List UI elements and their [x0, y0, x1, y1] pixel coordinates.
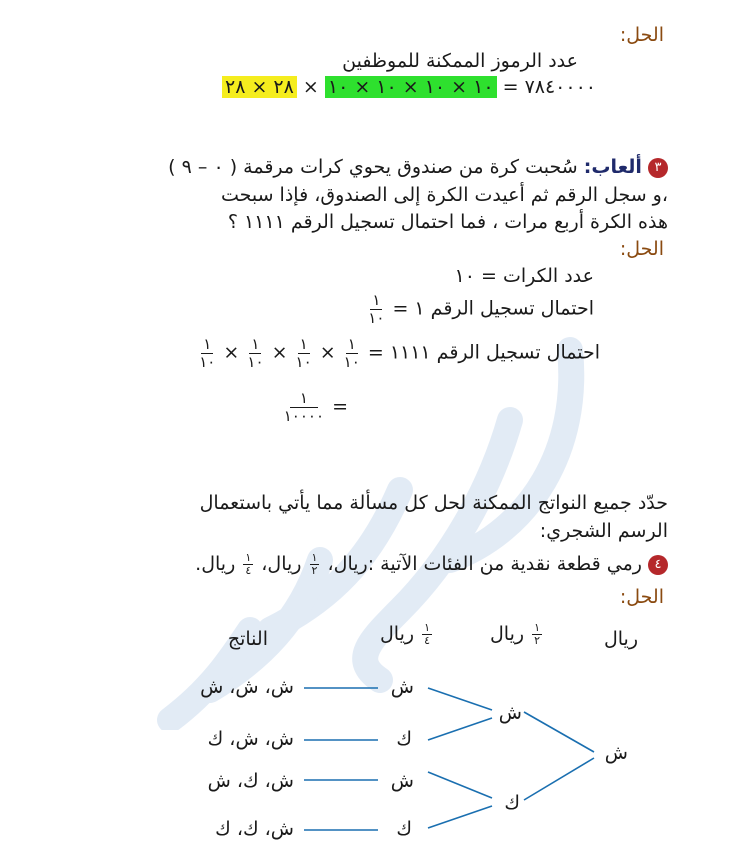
- frac-denominator: ١٠: [343, 352, 360, 371]
- frac-denominator: ١٠٠٠٠: [283, 406, 325, 425]
- frac-numerator: ١: [534, 621, 540, 634]
- tree-level3-node: ش: [390, 770, 414, 792]
- outcome-1: ش، ش، ش: [200, 676, 294, 698]
- q3-text-line1: سُحبت كرة من صندوق يحوي كرات مرقمة ( ٠ – ٩ ): [168, 156, 578, 178]
- q3-number-badge: ٣: [648, 158, 668, 178]
- frac-denominator: ٢: [534, 634, 540, 648]
- frac-numerator: ١: [299, 335, 308, 353]
- frac-numerator: ١: [347, 335, 356, 353]
- tree-level3-node: ك: [396, 818, 412, 840]
- q3-title: ألعاب:: [583, 156, 642, 178]
- outcome-4: ش، ك، ك: [215, 818, 294, 840]
- frac-numerator: ١: [290, 390, 318, 408]
- times-sign: ×: [271, 341, 288, 364]
- frac-numerator: ١: [424, 621, 430, 634]
- branch-t-to-t: [428, 806, 492, 828]
- branch-t-to-h: [428, 772, 492, 798]
- times-sign: ×: [223, 341, 240, 364]
- frac-numerator: ١: [251, 335, 260, 353]
- equation-yellow-factor: ٢٨ × ٢٨: [222, 76, 297, 98]
- tree-level2-node-h: ش: [498, 702, 522, 724]
- branch-h-to-h: [428, 688, 492, 710]
- balls-count: عدد الكرات = ١٠: [454, 265, 594, 287]
- q4-number-badge: ٤: [648, 555, 668, 575]
- frac-numerator: ١: [311, 551, 318, 564]
- prob-1111-text: احتمال تسجيل الرقم ١١١١ =: [367, 341, 600, 364]
- frac-numerator: ١: [245, 551, 252, 564]
- equation-green-factor: ١٠ × ١٠ × ١٠ × ١٠: [325, 76, 497, 98]
- solution-label-4: الحل:: [619, 586, 664, 608]
- frac-numerator: ١: [372, 291, 381, 309]
- header-quarter-riyal-label: ريال: [379, 623, 415, 646]
- tree-level3-node: ش: [390, 676, 414, 698]
- header-outcome: الناتج: [227, 628, 268, 650]
- outcome-2: ش، ش، ك: [207, 728, 294, 750]
- tree-level3-node: ك: [396, 728, 412, 750]
- header-half-riyal-label: ريال: [489, 623, 525, 646]
- frac-denominator: ١٠: [368, 308, 385, 327]
- solution-label-1: الحل:: [619, 24, 664, 46]
- frac-denominator: ٤: [424, 634, 430, 648]
- q3-text-line3: هذه الكرة أربع مرات ، فما احتمال تسجيل الرقم ١١١١ ؟: [227, 211, 668, 233]
- q4-intro-line1: حدّد جميع النواتج الممكنة لحل كل مسألة مما يأتي باستعمال: [199, 492, 668, 514]
- q4-text-b: ريال،: [261, 553, 302, 576]
- branch-root-to-t: [524, 758, 594, 800]
- tree-root-node: ش: [604, 742, 628, 764]
- tree-level2-node-t: ك: [504, 792, 520, 814]
- header-riyal: ريال: [603, 628, 638, 650]
- frac-denominator: ٤: [245, 564, 252, 578]
- frac-denominator: ١٠: [247, 352, 264, 371]
- frac-denominator: ١٠: [199, 352, 216, 371]
- solution-label-3: الحل:: [619, 238, 664, 260]
- branch-root-to-h: [524, 712, 594, 752]
- prob-digit-one-text: احتمال تسجيل الرقم ١ =: [392, 297, 594, 320]
- equals-sign: =: [332, 395, 348, 418]
- branch-h-to-t: [428, 718, 492, 740]
- q4-intro-line2: الرسم الشجري:: [539, 520, 668, 542]
- frac-denominator: ١٠: [295, 352, 312, 371]
- q4-text-c: ريال.: [195, 553, 236, 576]
- outcome-3: ش، ك، ش: [207, 770, 294, 792]
- q3-text-line2: ،و سجل الرقم ثم أعيدت الكرة إلى الصندوق، فإذا سبحت: [220, 184, 668, 206]
- q4-text-a: رمي قطعة نقدية من الفئات الآتية :ريال،: [327, 553, 642, 576]
- times-sign: ×: [319, 341, 336, 364]
- employees-codes-caption: عدد الرموز الممكنة للموظفين: [342, 50, 578, 72]
- frac-numerator: ١: [203, 335, 212, 353]
- equation-times: ×: [302, 76, 319, 98]
- equation-result: ٧٨٤٠٠٠٠ =: [502, 76, 596, 98]
- frac-denominator: ٢: [311, 564, 318, 578]
